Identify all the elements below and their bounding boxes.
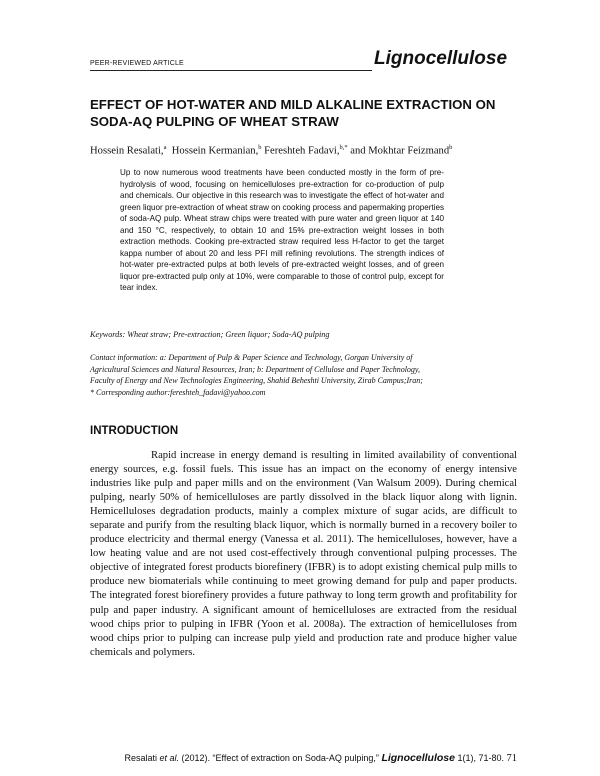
- introduction-paragraph: Rapid increase in energy demand is resulting in limited availability of conventional energy sources, e.g. fossil fuels. This issue has an impact on the economy of energy intensive industries like pulp and paper mills and on the environment (Van Walsum 2009). During chemical pulping, nearly 50% of hemicelluloses are partly dissolved in the black liquor along with lignin. Hemicelluloses degradation products, mainly a complex mixture of sugar acids, are difficult to separate and purify from the resulting black liquor, which is normally burned in a recovery boiler to produce electricity and thermal energy (Vanessa et al. 2011). The hemicelluloses, however, have a low heating value and are not used cost-effectively through conventional pulping processes. The objective of integrated forest products biorefinery (IFBR) is to adopt existing chemical pulp mills to produce new biomaterials while continuing to meet growing demand for pulp and paper products. The integrated forest biorefinery provides a future pathway to long term growth and profitability for pulp and paper industry. A significant amount of hemicelluloses are extracted from the residual wood chips prior to pulping in IFBR (Yoon et al. 2008a). The extraction of hemicelluloses from wood chips prior to pulping can increase pulp yield and production rate and produce higher value chemicals and polymers.: [90, 450, 517, 658]
- header-rule: [90, 70, 372, 71]
- corresponding-author: * Corresponding author:fereshteh_fadavi@yahoo.com: [90, 387, 266, 397]
- author-name: Hossein Resalati,: [90, 145, 164, 157]
- section-heading-introduction: INTRODUCTION: [90, 425, 179, 437]
- author-name: Hossein Kermanian,: [171, 145, 259, 157]
- page-number: 71: [506, 753, 517, 764]
- author-list: [90, 144, 452, 157]
- author-affiliation: b: [258, 144, 262, 151]
- footer-author: Resalati: [124, 753, 160, 763]
- contact-line: Contact information: a: Department of Pulp & Paper Science and Technology, Gorgan University of: [90, 353, 413, 362]
- contact-line: Faculty of Energy and New Technologies Engineering, Shahid Beheshti University, Zirab Campus;Iran;: [90, 376, 423, 386]
- author-affiliation: a: [163, 144, 167, 151]
- article-title: EFFECT OF HOT-WATER AND MILD ALKALINE EXTRACTION ON SODA-AQ PULPING OF WHEAT STRAW: [90, 97, 496, 129]
- journal-name: Lignocellulose: [374, 48, 508, 69]
- footer-journal: Lignocellulose: [381, 752, 455, 764]
- footer-volume: 1(1), 71-80.: [454, 753, 504, 763]
- page-footer: [90, 752, 517, 764]
- author-affiliation: b: [449, 144, 453, 151]
- contact-information: [90, 352, 516, 398]
- footer-citation: (2012). “Effect of extraction on Soda-AQ pulping,”: [178, 753, 382, 763]
- author-name: Fereshteh Fadavi,: [264, 145, 340, 157]
- introduction-body: [90, 449, 517, 660]
- author-name: and Mokhtar Feizmand: [350, 145, 450, 157]
- keywords: Keywords: Wheat straw; Pre-extraction; Green liquor; Soda-AQ pulping: [90, 330, 330, 339]
- author-affiliation: b,*: [339, 144, 348, 151]
- article-type-label: PEER-REVIEWED ARTICLE: [90, 60, 184, 67]
- abstract: Up to now numerous wood treatments have been conducted mostly in the form of pre-hydrolysis of wood, focusing on hemicelluloses pre-extraction for co-production of pulp and chemicals. Our objective in this research was to investigate the effect of hot-water and green liquor pre-extraction of wheat straw on cooking process and papermaking properties of soda-AQ pulp. Wheat straw chips were treated with pure water and green liquor at 140 and 150 °C, respectively, to obtain 10 and 15% pre-extraction weight losses in both extraction methods. Cooking pre-extracted straw required less H-factor to get the target kappa number of about 20 and less PFI mill refining revolutions. The strength indices of hot-water pre-extracted pulps at both levels of pre-extracted weight losses, and of green liquor pre-extracted pulp only at 10%, were comparable to those of control pulp, except for tear index.: [120, 168, 444, 293]
- footer-etal: et al.: [159, 753, 179, 763]
- contact-line: Agricultural Sciences and Natural Resources, Iran; b: Department of Cellulose and Paper Technology,: [90, 364, 421, 374]
